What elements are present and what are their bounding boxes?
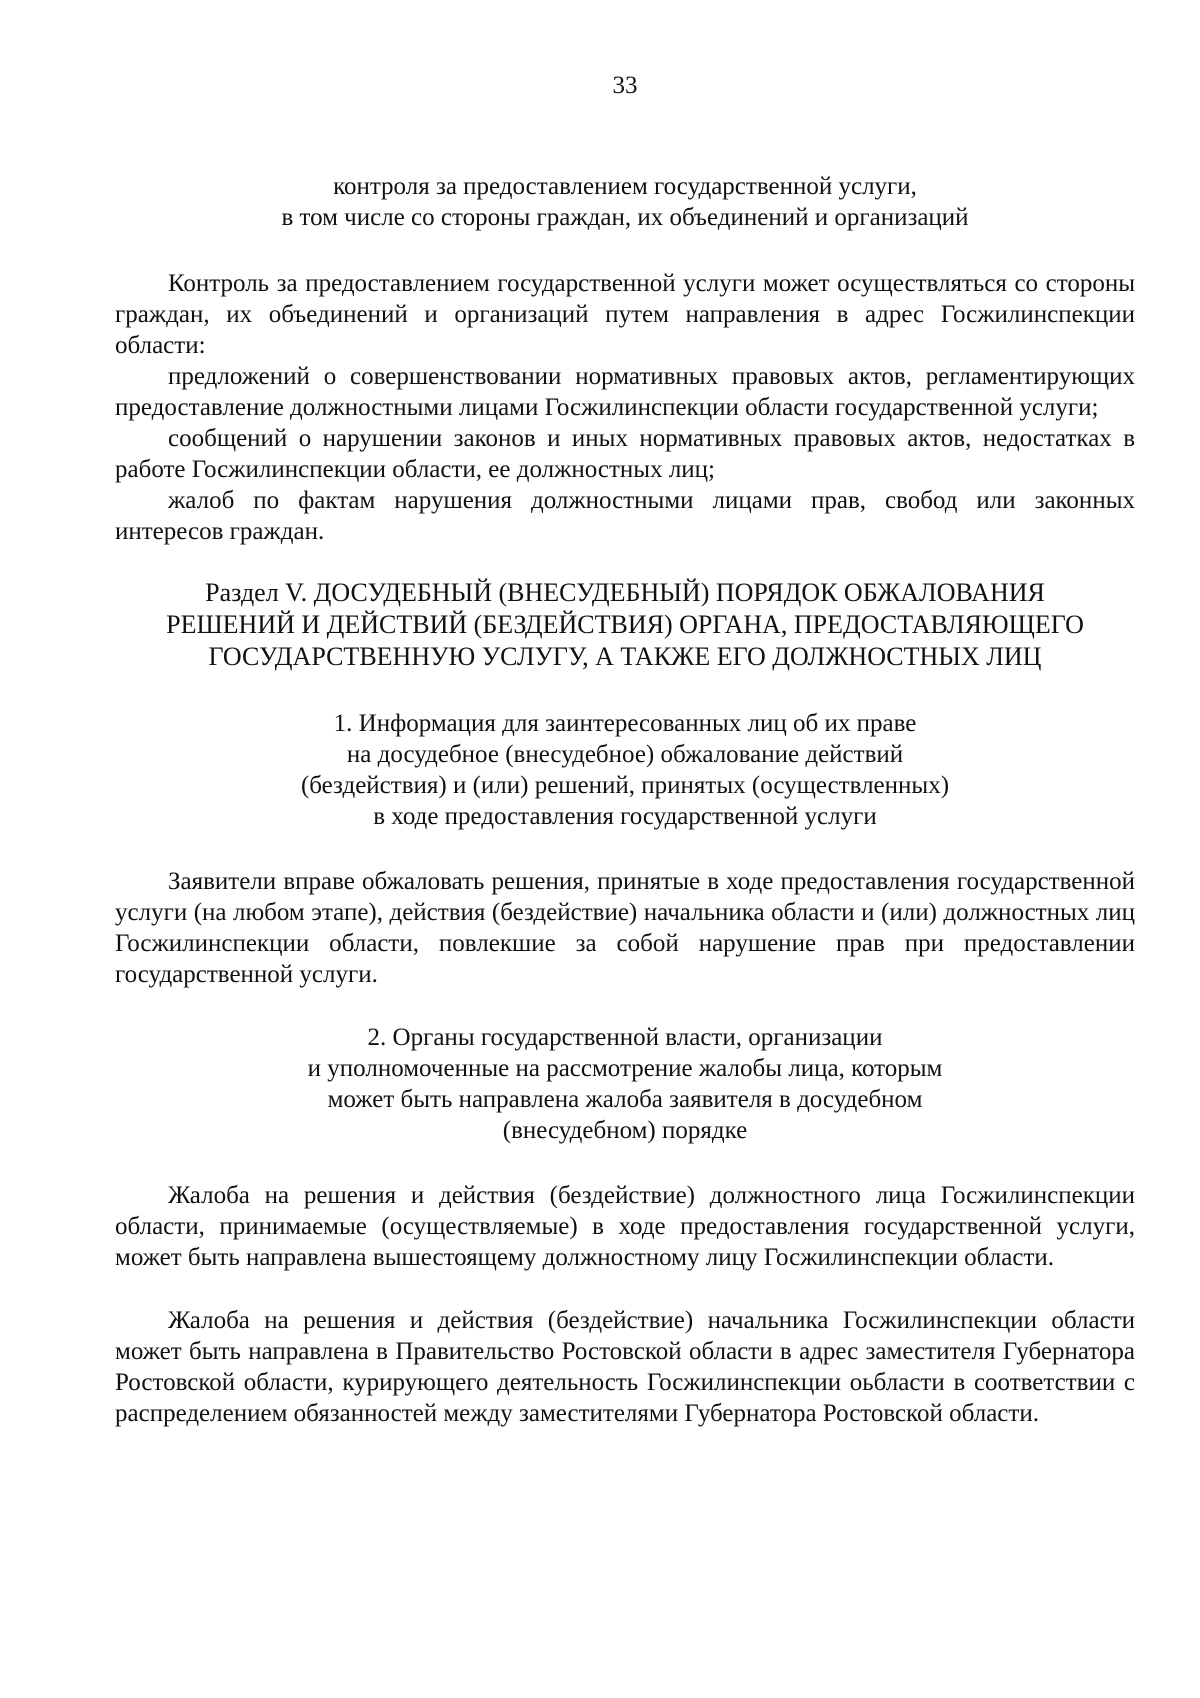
subsection-1-heading-line-3: (бездействия) и (или) решений, принятых (осуществленных) <box>300 772 950 799</box>
section-title-line-3: ГОСУДАРСТВЕННУЮ УСЛУГУ, А ТАКЖЕ ЕГО ДОЛЖНОСТНЫХ ЛИЦ <box>208 642 1042 671</box>
document-page <box>115 70 1135 1429</box>
paragraph-complaint-official: Жалоба на решения и действия (бездействие) должностного лица Госжилинспекции области, принимаемые (осуществляемые) в ходе предоставления государственной услуги, может быть направлена вышестоящему должностному лицу Госжилинспекции области. <box>115 1182 1135 1271</box>
paragraph-complaints: жалоб по фактам нарушения должностными лицами прав, свобод или законных интересов граждан. <box>115 487 1135 545</box>
subsection-1-heading <box>115 708 1135 832</box>
paragraph-appeal-right: Заявители вправе обжаловать решения, принятые в ходе предоставления государственной услуги (на любом этапе), действия (бездействие) начальника области и (или) должностных лиц Госжилинспекции области, повлекшие за собой нарушение прав при предоставлении государственной услуги. <box>115 868 1135 988</box>
subsection-1-heading-line-4: в ходе предоставления государственной услуги <box>373 803 877 830</box>
subsection-1-heading-line-2: на досудебное (внесудебное) обжалование действий <box>346 741 904 768</box>
subsection-2-heading-line-4: (внесудебном) порядке <box>502 1117 748 1144</box>
subsection-2-heading-line-3: может быть направлена жалоба заявителя в досудебном <box>327 1086 923 1113</box>
subsection-1-heading-line-1: 1. Информация для заинтересованных лиц об их праве <box>333 710 917 737</box>
section-title-line-2: РЕШЕНИЙ И ДЕЙСТВИЙ (БЕЗДЕЙСТВИЯ) ОРГАНА, ПРЕДОСТАВЛЯЮЩЕГО <box>166 610 1084 639</box>
subsection-2-heading-line-1: 2. Органы государственной власти, организации <box>367 1024 883 1051</box>
subsection-2-heading-line-2: и уполномоченные на рассмотрение жалобы лица, которым <box>307 1055 943 1082</box>
paragraph-reports: сообщений о нарушении законов и иных нормативных правовых актов, недостатках в работе Госжилинспекции области, ее должностных лиц; <box>115 425 1135 483</box>
heading-control-line-2: в том числе со стороны граждан, их объединений и организаций <box>281 204 969 231</box>
paragraph-complaint-head: Жалоба на решения и действия (бездействие) начальника Госжилинспекции области может быть направлена в Правительство Ростовской области в адрес заместителя Губернатора Ростовской области, курирующего деятельность Госжилинспекции оьбласти в соответствии с распределением обязанностей между заместителями Губернатора Ростовской области. <box>115 1307 1135 1427</box>
heading-control <box>115 171 1135 233</box>
paragraph-control-intro: Контроль за предоставлением государственной услуги может осуществляться со стороны граждан, их объединений и организаций путем направления в адрес Госжилинспекции области: <box>115 270 1135 359</box>
section-title <box>115 577 1135 673</box>
section-title-line-1: Раздел V. ДОСУДЕБНЫЙ (ВНЕСУДЕБНЫЙ) ПОРЯДОК ОБЖАЛОВАНИЯ <box>205 578 1045 607</box>
page-number: 33 <box>612 72 638 99</box>
paragraph-proposals: предложений о совершенствовании нормативных правовых актов, регламентирующих предоставление должностными лицами Госжилинспекции области государственной услуги; <box>115 363 1135 421</box>
subsection-2-heading <box>115 1022 1135 1146</box>
control-paragraphs <box>115 268 1135 547</box>
heading-control-line-1: контроля за предоставлением государственной услуги, <box>333 173 917 200</box>
